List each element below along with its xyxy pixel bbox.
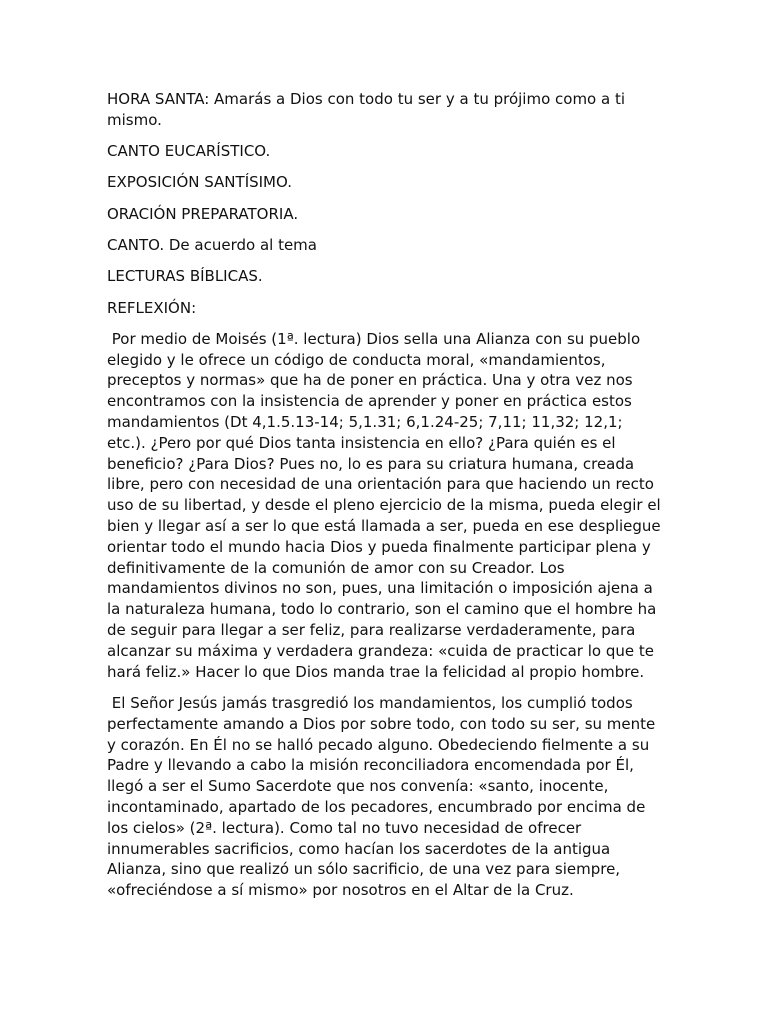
body-paragraph: Por medio de Moisés (1ª. lectura) Dios sella una Alianza con su pueblo elegido y le ofrece un código de conducta moral, «mandamientos, preceptos y normas» que ha de poner en práctica. Una y otra vez nos encontramos con la insistencia de aprender y poner en práctica estos mandamientos (Dt 4,1.5.13-14; 5,1.31; 6,1.24-25; 7,11; 11,32; 12,1; etc.). ¿Pero por qué Dios tanta insistencia en ello? ¿Para quién es el beneficio? ¿Para Dios? Pues no, lo es para su criatura humana, creada libre, pero con necesidad de una orientación para que haciendo un recto uso de su libertad, y desde el pleno ejercicio de la misma, pueda elegir el bien y llegar así a ser lo que está llamada a ser, pueda en ese despliegue orientar todo el mundo hacia Dios y pueda finalmente participar plena y definitivamente de la comunión de amor con su Creador. Los mandamientos divinos no son, pues, una limitación o imposición ajena a la naturaleza humana, todo lo contrario, son el camino que el hombre ha de seguir para llegar a ser feliz, para realizarse verdaderamente, para alcanzar su máxima y verdadera grandeza: «cuida de practicar lo que te hará feliz.» Hacer lo que Dios manda trae la felicidad al propio hombre. <box>107 329 666 681</box>
document-title: HORA SANTA: Amarás a Dios con todo tu ser y a tu prójimo como a ti mismo. <box>107 90 630 129</box>
section-oracion-preparatoria: ORACIÓN PREPARATORIA. <box>107 204 299 223</box>
section-exposicion: EXPOSICIÓN SANTÍSIMO. <box>107 173 292 192</box>
body-paragraph: El Señor Jesús jamás trasgredió los mandamientos, los cumplió todos perfectamente amando a Dios por sobre todo, con todo su ser, su mente y corazón. En Él no se halló pecado alguno. Obedeciendo fielmente a su Padre y llevando a cabo la misión reconciliadora encomendada por Él, llegó a ser el Sumo Sacerdote que nos convenía: «santo, inocente, incontaminado, apartado de los pecadores, encumbrado por encima de los cielos» (2ª. lectura). Como tal no tuvo necesidad de ofrecer innumerables sacrificios, como hacían los sacerdotes de la antigua Alianza, sino que realizó un sólo sacrificio, de una vez para siempre, «ofreciéndose a sí mismo» por nosotros en el Altar de la Cruz. <box>107 693 661 900</box>
section-reflexion: REFLEXIÓN: <box>107 298 197 317</box>
section-lecturas-biblicas: LECTURAS BÍBLICAS. <box>107 267 263 286</box>
document-page <box>107 89 666 911</box>
section-canto-eucaristico: CANTO EUCARÍSTICO. <box>107 142 271 161</box>
section-canto: CANTO. De acuerdo al tema <box>107 235 317 254</box>
